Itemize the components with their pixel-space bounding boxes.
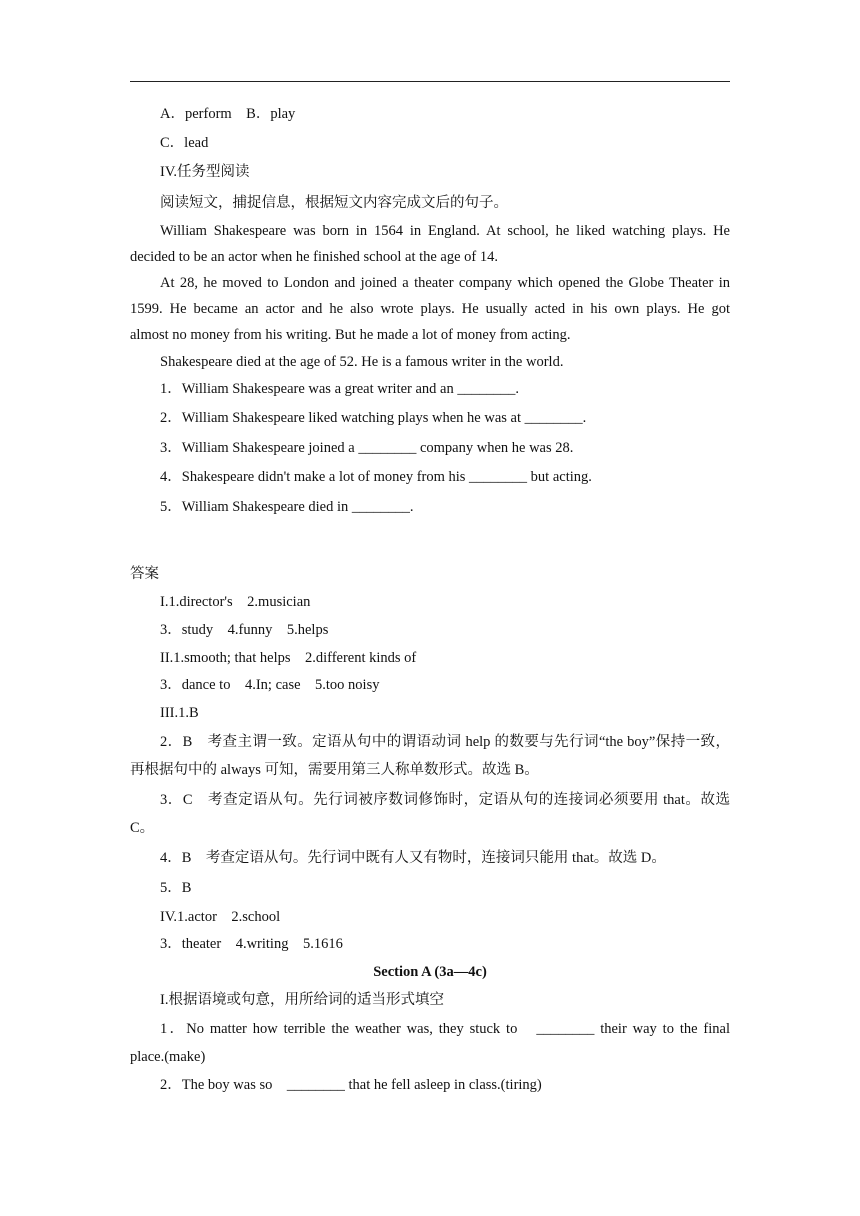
text-line: At 28, he moved to London and joined a theater company which opened the Globe Theater in xyxy=(160,275,730,291)
text-line: 1．No matter how terrible the weather was, they stuck to ________ their way to the final xyxy=(160,1021,730,1037)
text-line: A．perform B．play xyxy=(160,106,296,122)
text-line: 3．study 4.funny 5.helps xyxy=(160,622,329,638)
text-line: IV.1.actor 2.school xyxy=(160,909,281,925)
text-line: 4．B 考查定语从句。先行词中既有人又有物时，连接词只能用 that。故选 D。 xyxy=(160,850,666,866)
text-line: 3．theater 4.writing 5.1616 xyxy=(160,936,343,952)
text-line: 4．Shakespeare didn't make a lot of money from his ________ but acting. xyxy=(160,469,592,485)
text-line: C。 xyxy=(130,820,155,836)
text-line: William Shakespeare was born in 1564 in England. At school, he liked watching plays. He xyxy=(160,223,730,239)
text-line: 再根据句中的 always 可知，需要用第三人称单数形式。故选 B。 xyxy=(130,762,539,778)
text-line: 2．The boy was so ________ that he fell asleep in class.(tiring) xyxy=(160,1077,542,1093)
text-line: 2．B 考查主谓一致。定语从句中的谓语动词 help 的数要与先行词“the boy”保持一致， xyxy=(160,734,730,750)
text-line: 答案 xyxy=(130,566,159,582)
text-line: I.1.director's 2.musician xyxy=(160,594,311,610)
text-line: I.根据语境或句意，用所给词的适当形式填空 xyxy=(160,992,444,1008)
text-line: C．lead xyxy=(160,135,209,151)
text-line: 3．C 考查定语从句。先行词被序数词修饰时，定语从句的连接词必须要用 that。故选 xyxy=(160,792,730,808)
section-heading: Section A (3a—4c) xyxy=(373,964,487,980)
text-line: 5．B xyxy=(160,880,192,896)
text-line: 1599. He became an actor and he also wrote plays. He usually acted in his own plays. He got xyxy=(130,301,730,317)
text-line: decided to be an actor when he finished school at the age of 14. xyxy=(130,249,499,265)
text-line: Shakespeare died at the age of 52. He is a famous writer in the world. xyxy=(160,354,564,370)
text-line: 1．William Shakespeare was a great writer and an ________. xyxy=(160,381,519,397)
top-rule xyxy=(130,81,730,82)
text-line: almost no money from his writing. But he made a lot of money from acting. xyxy=(130,327,571,343)
text-line: III.1.B xyxy=(160,705,199,721)
text-line: 2．William Shakespeare liked watching plays when he was at ________. xyxy=(160,410,587,426)
text-line: 3．William Shakespeare joined a ________ company when he was 28. xyxy=(160,440,574,456)
text-line: II.1.smooth; that helps 2.different kinds of xyxy=(160,650,417,666)
text-line: 3．dance to 4.In; case 5.too noisy xyxy=(160,677,380,693)
text-line: IV.任务型阅读 xyxy=(160,164,250,180)
text-line: place.(make) xyxy=(130,1049,206,1065)
text-line: 阅读短文，捕捉信息，根据短文内容完成文后的句子。 xyxy=(160,195,508,211)
text-line: 5．William Shakespeare died in ________. xyxy=(160,499,414,515)
